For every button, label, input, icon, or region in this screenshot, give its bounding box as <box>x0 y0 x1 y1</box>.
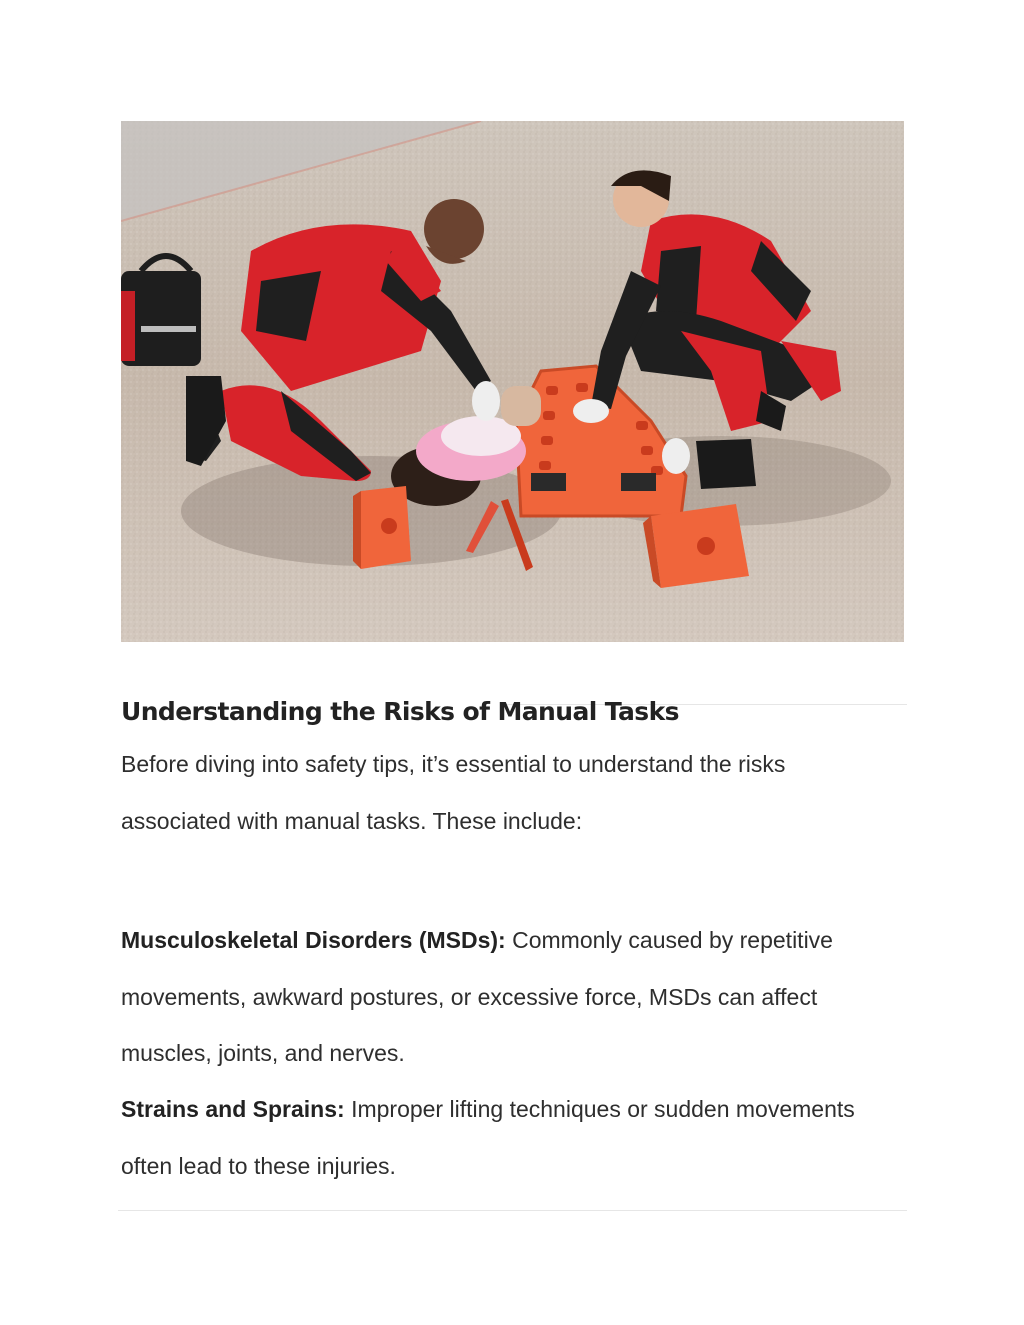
risk-item-strains <box>121 1081 901 1194</box>
risk-description: Commonly caused by repetitive movements, awkward postures, or excessive force, MSDs can affect muscles, joints, and nerves. <box>121 927 833 1066</box>
risk-term: Strains and Sprains: <box>121 1096 345 1122</box>
risk-term: Musculoskeletal Disorders (MSDs): <box>121 927 506 953</box>
paramedics-stretcher-illustration <box>121 121 904 642</box>
risk-item-msd <box>121 912 901 1082</box>
hero-image <box>121 121 904 642</box>
risk-description: Improper lifting techniques or sudden movements often lead to these injuries. <box>121 1096 855 1179</box>
divider-bottom <box>118 1210 907 1211</box>
medical-bag-icon <box>121 256 201 366</box>
intro-paragraph: Before diving into safety tips, it’s essential to understand the risks associated with manual tasks. These include: <box>121 751 786 834</box>
section-heading: Understanding the Risks of Manual Tasks <box>121 697 679 726</box>
